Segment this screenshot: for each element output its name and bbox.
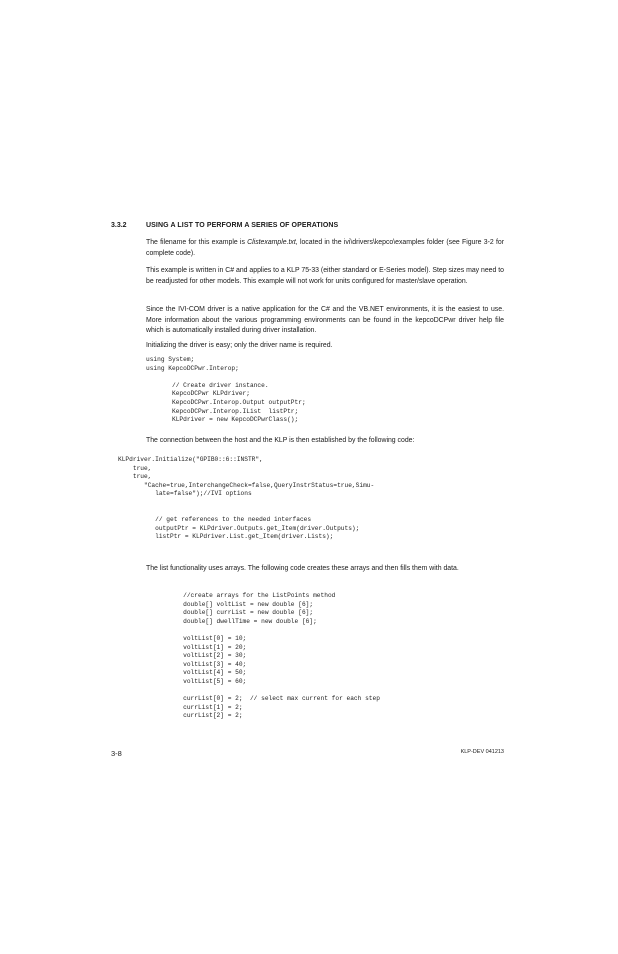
document-id: KLP-DEV 041213 [460,749,504,755]
paragraph-connection: The connection between the host and the KLP is then established by the following code: [146,437,415,444]
code-line: //create arrays for the ListPoints method [146,592,336,599]
code-line: true, [118,464,152,472]
code-line: voltList[1] = 20; [146,643,247,651]
code-line: voltList[5] = 60; [146,677,247,685]
code-line: double[] voltList = new double [6]; [146,600,314,608]
code-line: voltList[4] = 50; [146,669,247,677]
code-line: "Cache=true,InterchangeCheck=false,QueryInstrStatus=true,Simu- [118,481,375,489]
code-line: voltList[2] = 30; [146,652,247,660]
code-block-arrays [146,592,380,721]
code-line: // Create driver instance. [146,381,269,389]
section-number: 3.3.2 [111,222,127,229]
code-line [118,508,374,517]
code-line: KepcoDCPwr KLPdriver; [146,390,250,398]
code-line: double[] currList = new double [6]; [146,609,314,617]
filename-text: Clistexample.txt, [247,239,298,246]
code-block-connect [118,456,374,542]
code-line [146,373,306,382]
page-number: 3-8 [111,749,122,758]
code-line: outputPtr = KLPdriver.Outputs.get_Item(driver.Outputs); [118,524,360,532]
paragraph-applicability: This example is written in C# and applies to a KLP 75-33 (either standard or E-Series model). Step sizes may need to be readjusted for other models. This example will not work for units configured for master/slave operation. [146,267,504,285]
paragraph-text: located in the ivi\drivers\kepco\examples folder (see Figure 3-2 for complete code). [146,239,504,257]
code-line: KepcoDCPwr.Interop.Output outputPtr; [146,398,306,406]
paragraph-filename [146,238,504,259]
code-line: // get references to the needed interfaces [118,516,312,524]
code-line: late=false");//IVI options [118,490,252,498]
code-line: KLPdriver.Initialize("GPIB0::6::INSTR", [118,456,263,463]
code-line: KLPdriver = new KepcoDCPwrClass(); [146,416,299,424]
code-line: KepcoDCPwr.Interop.IList listPtr; [146,407,299,415]
paragraph-init: Initializing the driver is easy; only the driver name is required. [146,342,333,349]
code-line: currList[2] = 2; [146,712,243,720]
code-line [146,687,380,696]
code-line: voltList[0] = 10; [146,634,247,642]
section-title: USING A LIST TO PERFORM A SERIES OF OPERATIONS [146,222,339,229]
code-line: listPtr = KLPdriver.List.get_Item(driver.Lists); [118,533,334,541]
code-line [118,499,374,508]
code-line [146,626,380,635]
code-line: using KepcoDCPwr.Interop; [146,364,239,372]
code-line: using System; [146,356,195,363]
code-line: true, [118,473,152,481]
paragraph-ivi-com: Since the IVI-COM driver is a native application for the C# and the VB.NET environments, it is the easiest to use. More information about the various programming environments can be found in the kepcoDCPwr driver help file which is automatically installed during driver installation. [146,306,504,334]
code-line: currList[1] = 2; [146,703,243,711]
code-line: double[] dwellTime = new double [6]; [146,617,317,625]
paragraph-list-arrays: The list functionality uses arrays. The following code creates these arrays and then fills them with data. [146,565,459,572]
code-line: voltList[3] = 40; [146,660,247,668]
code-block-init [146,356,306,425]
code-line: currList[0] = 2; // select max current for each step [146,695,380,703]
paragraph-text: The filename for this example is [146,239,248,246]
